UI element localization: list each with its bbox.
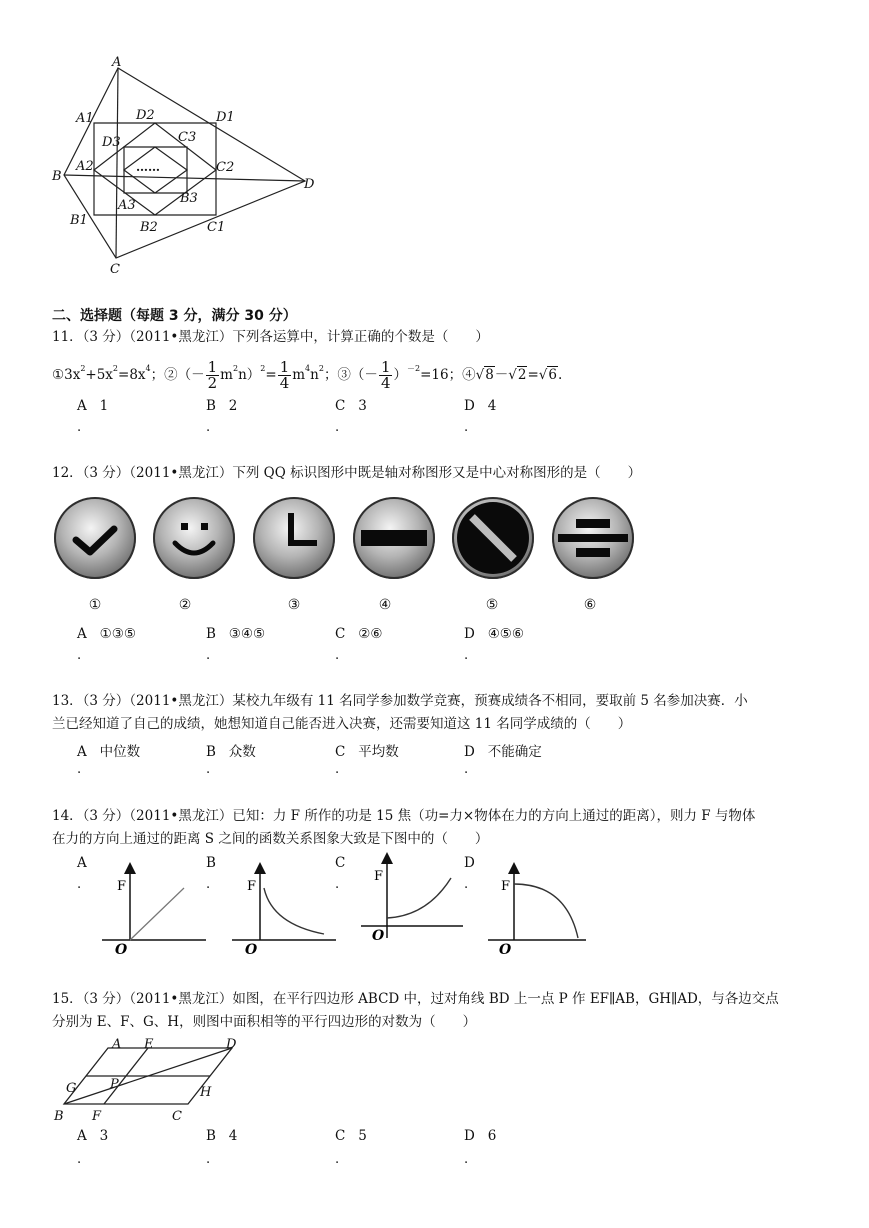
q11-option-a[interactable]: A 1 — [77, 398, 109, 414]
q12-option-a[interactable]: A ①③⑤ — [77, 626, 136, 642]
dot: . — [335, 648, 340, 663]
label-6: ⑥ — [583, 597, 597, 613]
q11-option-d[interactable]: D 4 — [464, 398, 497, 414]
label-G: G — [66, 1081, 77, 1096]
label-E: E — [144, 1037, 154, 1052]
dot: . — [335, 420, 340, 435]
label-C: C — [172, 1109, 182, 1124]
dot: . — [77, 648, 82, 663]
q13-line2: 兰已经知道了自己的成绩，她想知道自己能否进入决赛，还需要知道这 11 名同学成绩的（ ） — [52, 716, 632, 732]
parallelogram-figure — [50, 1036, 250, 1126]
q14-option-d[interactable]: D — [464, 855, 475, 871]
graph-c — [357, 852, 469, 948]
dot: . — [206, 877, 211, 892]
label-D2: D2 — [136, 108, 155, 123]
label-C: C — [110, 262, 120, 277]
dot: . — [206, 648, 211, 663]
minus-icon — [353, 497, 435, 579]
dot: . — [77, 762, 82, 777]
q15-line2: 分别为 E、F、G、H，则图中面积相等的平行四边形的对数为（ ） — [52, 1014, 477, 1030]
graph-b — [228, 862, 340, 958]
q13-option-b[interactable]: B 众数 — [206, 744, 256, 760]
label-C2: C2 — [216, 160, 235, 175]
q13-option-d[interactable]: D 不能确定 — [464, 744, 542, 760]
label-A: A — [112, 1037, 122, 1052]
dot: . — [464, 762, 469, 777]
svg-text:O: O — [499, 942, 512, 958]
q14-option-c[interactable]: C — [335, 855, 346, 871]
dot: . — [335, 877, 340, 892]
q14-line1: 14．（3 分）（2011•黑龙江）已知：力 F 所作的功是 15 焦（功=力×物体在力的方向上通过的距离），则力 F 与物体 — [52, 808, 756, 824]
dot: . — [77, 877, 82, 892]
dot: . — [77, 420, 82, 435]
label-B3: B3 — [180, 191, 198, 206]
dot: . — [464, 1152, 469, 1167]
q11-option-b[interactable]: B 2 — [206, 398, 238, 414]
q13-line1: 13．（3 分）（2011•黑龙江）某校九年级有 11 名同学参加数学竞赛，预赛成绩各不相同，要取前 5 名参加决赛．小 — [52, 693, 748, 709]
graph-a — [98, 862, 210, 958]
equals-icon — [552, 497, 634, 579]
label-H: H — [200, 1085, 212, 1100]
label-1: ① — [88, 597, 102, 613]
svg-text:F: F — [501, 879, 511, 894]
label-D: D — [304, 177, 315, 192]
q14-option-a[interactable]: A — [77, 855, 87, 871]
label-5: ⑤ — [485, 597, 499, 613]
dot: . — [206, 762, 211, 777]
dot: . — [206, 1152, 211, 1167]
dot: . — [464, 648, 469, 663]
dot: . — [335, 762, 340, 777]
q14-option-b[interactable]: B — [206, 855, 216, 871]
dot: . — [77, 1152, 82, 1167]
dot: . — [464, 877, 469, 892]
label-C1: C1 — [207, 220, 226, 235]
label-2: ② — [178, 597, 192, 613]
nested-squares-figure — [48, 50, 328, 285]
q12-stem: 12．（3 分）（2011•黑龙江）下列 QQ 标识图形中既是轴对称图形又是中心对称图形的是（ ） — [52, 465, 642, 481]
center-dots: …… — [136, 160, 160, 174]
dot: . — [464, 420, 469, 435]
q15-line1: 15．（3 分）（2011•黑龙江）如图，在平行四边形 ABCD 中，过对角线 BD 上一点 P 作 EF∥AB，GH∥AD，与各边交点 — [52, 991, 779, 1007]
label-B2: B2 — [140, 220, 158, 235]
svg-text:F: F — [374, 869, 384, 884]
q12-option-b[interactable]: B ③④⑤ — [206, 626, 266, 642]
label-A3: A3 — [118, 198, 136, 213]
q11-stem: 11．（3 分）（2011•黑龙江）下列各运算中，计算正确的个数是（ ） — [52, 329, 489, 345]
label-A: A — [112, 55, 122, 70]
smiley-icon — [153, 497, 235, 579]
label-D: D — [226, 1037, 237, 1052]
q15-option-b[interactable]: B 4 — [206, 1128, 238, 1144]
svg-text:F: F — [117, 879, 127, 894]
svg-text:O: O — [245, 942, 258, 958]
q13-option-a[interactable]: A 中位数 — [77, 744, 141, 760]
label-A2: A2 — [76, 159, 94, 174]
q14-line2: 在力的方向上通过的距离 S 之间的函数关系图象大致是下图中的（ ） — [52, 831, 489, 847]
section-heading: 二、选择题（每题 3 分，满分 30 分） — [52, 308, 297, 324]
label-A1: A1 — [76, 111, 94, 126]
label-D3: D3 — [102, 135, 121, 150]
label-C3: C3 — [178, 130, 197, 145]
q11-option-c[interactable]: C 3 — [335, 398, 367, 414]
label-P: P — [110, 1077, 119, 1092]
label-B1: B1 — [70, 213, 88, 228]
no-entry-icon — [452, 497, 534, 579]
dot: . — [206, 420, 211, 435]
label-B: B — [54, 1109, 64, 1124]
dot: . — [335, 1152, 340, 1167]
q12-option-c[interactable]: C ②⑥ — [335, 626, 383, 642]
q11-expression: $①3x^2+5x^2=8x^4$；②（－ $\frac{1}{2}$ $m^2n)^2=$ $\frac{1}{4}$ $m^4n^2$；③（－ $\frac{1}{4}$ ）$^{-2}$=16；④√8－√2=√6. — [52, 358, 563, 392]
q15-option-c[interactable]: C 5 — [335, 1128, 367, 1144]
q12-option-d[interactable]: D ④⑤⑥ — [464, 626, 525, 642]
check-icon — [54, 497, 136, 579]
q15-option-a[interactable]: A 3 — [77, 1128, 109, 1144]
label-3: ③ — [287, 597, 301, 613]
label-4: ④ — [378, 597, 392, 613]
q13-option-c[interactable]: C 平均数 — [335, 744, 399, 760]
svg-text:O: O — [372, 928, 385, 944]
label-F: F — [92, 1109, 102, 1124]
label-D1: D1 — [216, 110, 235, 125]
q15-option-d[interactable]: D 6 — [464, 1128, 497, 1144]
clock-icon — [253, 497, 335, 579]
label-B: B — [52, 169, 62, 184]
svg-text:O: O — [115, 942, 128, 958]
svg-text:F: F — [247, 879, 257, 894]
graph-d — [486, 862, 598, 958]
